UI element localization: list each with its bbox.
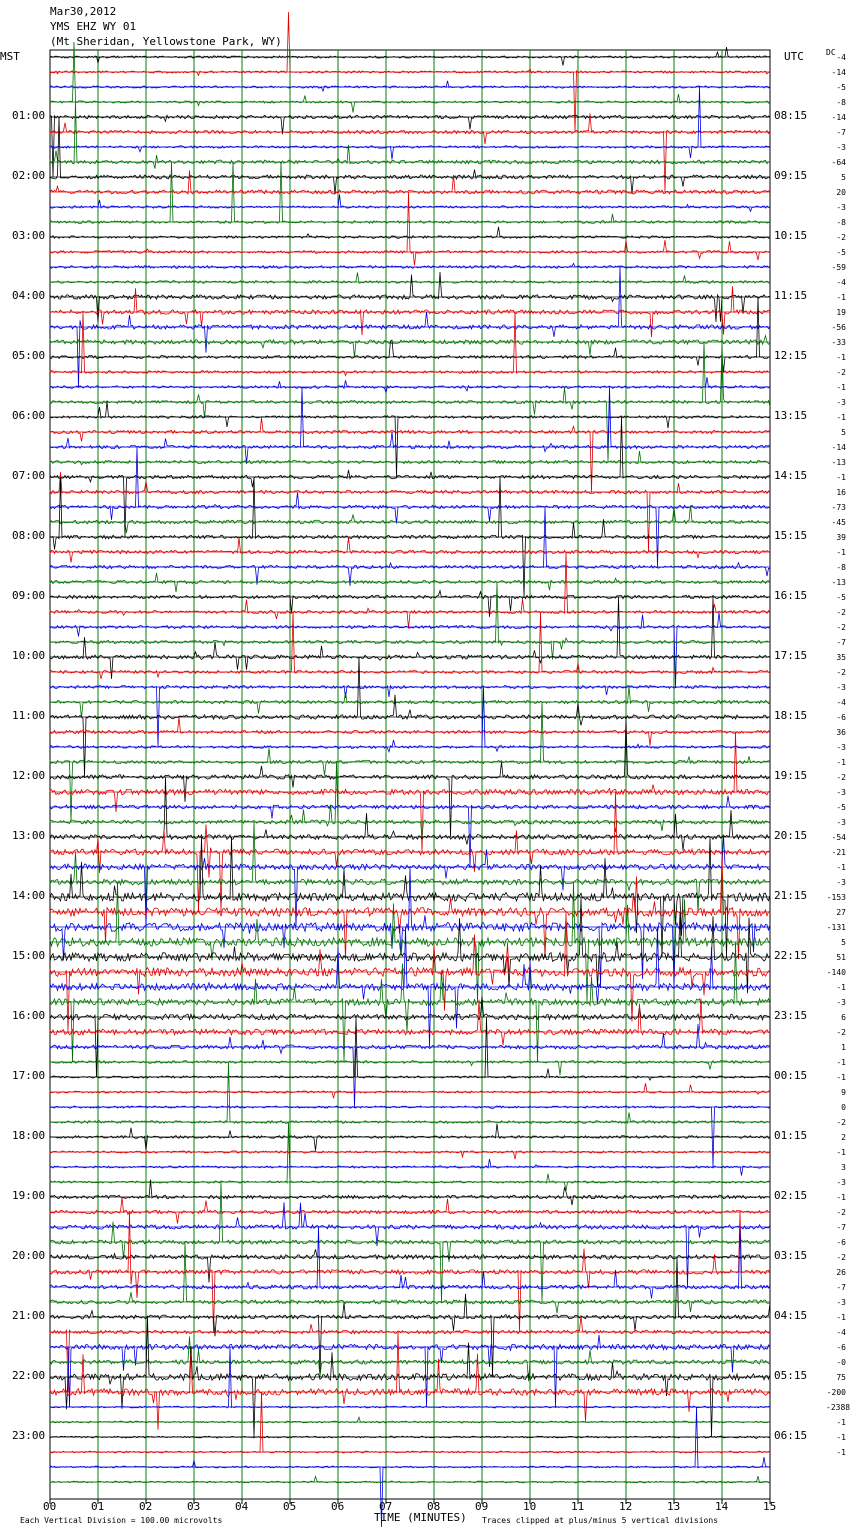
dc-offset-value: -7 bbox=[836, 638, 846, 647]
dc-offset-value: -1 bbox=[836, 413, 846, 422]
dc-offset-value: 27 bbox=[836, 908, 846, 917]
trace-row bbox=[50, 263, 770, 268]
mst-hour-label: 03:00 bbox=[12, 229, 46, 242]
mst-hour-label: 01:00 bbox=[12, 109, 46, 122]
dc-offset-value: -3 bbox=[836, 998, 846, 1007]
trace-row bbox=[50, 1347, 770, 1408]
mst-hour-label: 11:00 bbox=[12, 709, 46, 722]
trace-row bbox=[50, 1180, 770, 1205]
trace-row bbox=[50, 402, 770, 478]
dc-offset-value: -64 bbox=[831, 158, 846, 167]
utc-hour-label: 04:15 bbox=[774, 1309, 808, 1322]
utc-hour-label: 14:15 bbox=[774, 469, 808, 482]
dc-offset-value: 39 bbox=[836, 533, 846, 542]
dc-offset-value: 5 bbox=[841, 938, 846, 947]
left-axis-title: MST bbox=[0, 50, 20, 63]
trace-row bbox=[50, 312, 770, 376]
mst-hour-label: 18:00 bbox=[12, 1129, 46, 1142]
x-tick-label: 02 bbox=[139, 1500, 153, 1513]
utc-hour-label: 09:15 bbox=[774, 169, 808, 182]
dc-offset-value: -5 bbox=[836, 248, 846, 257]
trace-row bbox=[50, 1242, 770, 1313]
utc-hour-label: 17:15 bbox=[774, 649, 808, 662]
mst-hour-label: 02:00 bbox=[12, 169, 46, 182]
trace-row bbox=[50, 1061, 770, 1075]
trace-row bbox=[50, 796, 770, 867]
dc-offset-value: -1 bbox=[836, 293, 846, 302]
dc-offset-value: -1 bbox=[836, 383, 846, 392]
dc-offset-value: -3 bbox=[836, 1178, 846, 1187]
dc-offset-value: -8 bbox=[836, 218, 846, 227]
dc-offset-value: -7 bbox=[836, 1283, 846, 1292]
dc-offset-value: -3 bbox=[836, 683, 846, 692]
dc-offset-value: 5 bbox=[841, 428, 846, 437]
dc-offset-value: -14 bbox=[831, 113, 846, 122]
dc-offset-value: -2 bbox=[836, 1208, 846, 1217]
dc-offset-value: -7 bbox=[836, 128, 846, 137]
utc-hour-label: 08:15 bbox=[774, 109, 808, 122]
utc-hour-label: 23:15 bbox=[774, 1009, 808, 1022]
dc-offset-value: 1 bbox=[841, 1043, 846, 1052]
dc-offset-value: -4 bbox=[836, 278, 846, 287]
dc-offset-value: 51 bbox=[836, 953, 846, 962]
dc-offset-value: 16 bbox=[836, 488, 846, 497]
dc-offset-value: -13 bbox=[831, 578, 846, 587]
dc-offset-value: -6 bbox=[836, 1343, 846, 1352]
mst-hour-label: 22:00 bbox=[12, 1369, 46, 1382]
trace-row bbox=[50, 102, 770, 169]
mst-hour-label: 23:00 bbox=[12, 1429, 46, 1442]
dc-offset-value: -8 bbox=[836, 563, 846, 572]
plot-date: Mar30,2012 bbox=[50, 5, 117, 18]
dc-offset-value: -1 bbox=[836, 863, 846, 872]
x-tick-label: 11 bbox=[571, 1500, 585, 1513]
dc-offset-value: -2 bbox=[836, 1028, 846, 1037]
mst-hour-label: 19:00 bbox=[12, 1189, 46, 1202]
trace-row bbox=[50, 171, 770, 195]
mst-hour-label: 09:00 bbox=[12, 589, 46, 602]
dc-offset-value: -3 bbox=[836, 788, 846, 797]
trace-row bbox=[50, 192, 770, 266]
x-tick-label: 13 bbox=[667, 1500, 681, 1513]
dc-offset-value: -2 bbox=[836, 773, 846, 782]
dc-offset-value: -1 bbox=[836, 1313, 846, 1322]
mst-hour-label: 16:00 bbox=[12, 1009, 46, 1022]
dc-offset-value: -54 bbox=[831, 833, 846, 842]
dc-offset-value: -0 bbox=[836, 1358, 846, 1367]
dc-offset-value: -56 bbox=[831, 323, 846, 332]
trace-row bbox=[50, 1197, 770, 1224]
dc-offset-value: -5 bbox=[836, 83, 846, 92]
x-tick-label: 08 bbox=[427, 1500, 441, 1513]
dc-offset-value: -1 bbox=[836, 1418, 846, 1427]
trace-row bbox=[50, 451, 770, 465]
mst-hour-label: 13:00 bbox=[12, 829, 46, 842]
x-tick-label: 05 bbox=[283, 1500, 297, 1513]
dc-offset-value: -14 bbox=[831, 443, 846, 452]
trace-row bbox=[50, 472, 770, 552]
dc-offset-value: 75 bbox=[836, 1373, 846, 1382]
x-axis-label: TIME (MINUTES) bbox=[374, 1511, 467, 1524]
dc-offset-value: -153 bbox=[826, 893, 846, 902]
mst-hour-label: 12:00 bbox=[12, 769, 46, 782]
mst-hour-label: 06:00 bbox=[12, 409, 46, 422]
trace-row bbox=[50, 573, 770, 592]
x-tick-label: 00 bbox=[43, 1500, 57, 1513]
dc-offset-value: -1 bbox=[836, 1148, 846, 1157]
x-tick-label: 10 bbox=[523, 1500, 537, 1513]
dc-offset-value: -4 bbox=[836, 698, 846, 707]
trace-row bbox=[50, 582, 770, 660]
trace-row bbox=[50, 418, 770, 492]
utc-hour-label: 16:15 bbox=[774, 589, 808, 602]
dc-offset-value: -33 bbox=[831, 338, 846, 347]
dc-offset-value: -3 bbox=[836, 878, 846, 887]
trace-row bbox=[50, 996, 770, 1077]
trace-row bbox=[50, 552, 770, 628]
dc-offset-value: -1 bbox=[836, 1193, 846, 1202]
scale-note: Each Vertical Division = 100.00 microvolts bbox=[20, 1516, 223, 1525]
dc-offset-value: 9 bbox=[841, 1088, 846, 1097]
dc-offset-value: 19 bbox=[836, 308, 846, 317]
station-code: YMS EHZ WY 01 bbox=[50, 20, 137, 33]
trace-row bbox=[50, 1335, 770, 1407]
dc-offset-value: 35 bbox=[836, 653, 846, 662]
mst-hour-label: 07:00 bbox=[12, 469, 46, 482]
trace-row bbox=[50, 1336, 770, 1381]
trace-row bbox=[50, 113, 770, 192]
dc-offset-value: -2 bbox=[836, 233, 846, 242]
utc-hour-label: 01:15 bbox=[774, 1129, 808, 1142]
right-axis-title: UTC bbox=[784, 50, 804, 63]
utc-hour-label: 03:15 bbox=[774, 1249, 808, 1262]
utc-hour-label: 10:15 bbox=[774, 229, 808, 242]
mst-hour-label: 04:00 bbox=[12, 289, 46, 302]
dc-offset-value: -13 bbox=[831, 458, 846, 467]
trace-row bbox=[50, 537, 770, 562]
dc-offset-value: -1 bbox=[836, 758, 846, 767]
dc-offset-value: -8 bbox=[836, 98, 846, 107]
utc-hour-label: 20:15 bbox=[774, 829, 808, 842]
dc-offset-value: -3 bbox=[836, 743, 846, 752]
dc-column-title: DC bbox=[826, 48, 836, 57]
utc-hour-label: 22:15 bbox=[774, 949, 808, 962]
dc-offset-value: 0 bbox=[841, 1103, 846, 1112]
x-tick-label: 03 bbox=[187, 1500, 201, 1513]
dc-offset-value: -1 bbox=[836, 473, 846, 482]
trace-row bbox=[50, 87, 770, 159]
dc-offset-value: -5 bbox=[836, 593, 846, 602]
utc-hour-label: 13:15 bbox=[774, 409, 808, 422]
dc-offset-value: 2 bbox=[841, 1133, 846, 1142]
trace-row bbox=[50, 81, 770, 91]
trace-row bbox=[50, 1017, 770, 1080]
mst-hour-label: 14:00 bbox=[12, 889, 46, 902]
utc-hour-label: 18:15 bbox=[774, 709, 808, 722]
x-tick-label: 01 bbox=[91, 1500, 105, 1513]
x-tick-label: 04 bbox=[235, 1500, 249, 1513]
dc-offset-value: -131 bbox=[826, 923, 846, 932]
trace-row bbox=[50, 505, 770, 533]
trace-row bbox=[50, 507, 770, 586]
trace-row bbox=[50, 117, 770, 194]
dc-offset-value: 20 bbox=[836, 188, 846, 197]
dc-offset-value: -45 bbox=[831, 518, 846, 527]
trace-row bbox=[50, 612, 770, 679]
dc-offset-value: -59 bbox=[831, 263, 846, 272]
clip-note: Traces clipped at plus/minus 5 vertical divisions bbox=[482, 1516, 719, 1525]
utc-hour-label: 06:15 bbox=[774, 1429, 808, 1442]
dc-offset-value: 5 bbox=[841, 173, 846, 182]
dc-offset-value: -21 bbox=[831, 848, 846, 857]
dc-offset-value: -6 bbox=[836, 1238, 846, 1247]
dc-offset-value: -4 bbox=[836, 53, 846, 62]
x-tick-label: 06 bbox=[331, 1500, 345, 1513]
station-location: (Mt Sheridan, Yellowstone Park, WY) bbox=[50, 35, 282, 48]
trace-row bbox=[50, 1227, 770, 1299]
trace-row bbox=[50, 597, 770, 679]
x-tick-label: 15 bbox=[763, 1500, 777, 1513]
dc-offset-value: -3 bbox=[836, 398, 846, 407]
dc-offset-value: -1 bbox=[836, 1448, 846, 1457]
mst-hour-label: 21:00 bbox=[12, 1309, 46, 1322]
trace-row bbox=[50, 1083, 770, 1097]
dc-offset-value: -3 bbox=[836, 203, 846, 212]
dc-offset-value: -14 bbox=[831, 68, 846, 77]
x-tick-label: 09 bbox=[475, 1500, 489, 1513]
trace-row bbox=[50, 1249, 770, 1282]
mst-hour-label: 05:00 bbox=[12, 349, 46, 362]
dc-offset-value: -6 bbox=[836, 713, 846, 722]
utc-hour-label: 19:15 bbox=[774, 769, 808, 782]
utc-hour-label: 21:15 bbox=[774, 889, 808, 902]
utc-hour-label: 15:15 bbox=[774, 529, 808, 542]
dc-offset-value: -1 bbox=[836, 1433, 846, 1442]
trace-row bbox=[50, 762, 770, 836]
dc-offset-value: -2 bbox=[836, 623, 846, 632]
trace-row bbox=[50, 1024, 770, 1107]
dc-offset-value: 6 bbox=[841, 1013, 846, 1022]
dc-offset-value: -2 bbox=[836, 368, 846, 377]
dc-offset-value: -2 bbox=[836, 1253, 846, 1262]
dc-offset-value: -140 bbox=[826, 968, 846, 977]
mst-hour-label: 15:00 bbox=[12, 949, 46, 962]
mst-hour-label: 17:00 bbox=[12, 1069, 46, 1082]
dc-offset-value: 36 bbox=[836, 728, 846, 737]
x-tick-label: 14 bbox=[715, 1500, 729, 1513]
trace-row bbox=[50, 387, 770, 464]
utc-hour-label: 02:15 bbox=[774, 1189, 808, 1202]
trace-row bbox=[50, 297, 770, 372]
dc-offset-value: -4 bbox=[836, 1328, 846, 1337]
dc-offset-value: -3 bbox=[836, 143, 846, 152]
dc-offset-value: -3 bbox=[836, 818, 846, 827]
trace-row bbox=[50, 336, 770, 358]
dc-offset-value: -1 bbox=[836, 1073, 846, 1082]
mst-hour-label: 20:00 bbox=[12, 1249, 46, 1262]
dc-offset-value: -2388 bbox=[826, 1403, 850, 1412]
dc-offset-value: 3 bbox=[841, 1163, 846, 1172]
dc-offset-value: -200 bbox=[826, 1388, 846, 1397]
dc-offset-value: -1 bbox=[836, 983, 846, 992]
dc-offset-value: -2 bbox=[836, 1118, 846, 1127]
utc-hour-label: 12:15 bbox=[774, 349, 808, 362]
x-tick-label: 07 bbox=[379, 1500, 393, 1513]
dc-offset-value: -2 bbox=[836, 668, 846, 677]
utc-hour-label: 05:15 bbox=[774, 1369, 808, 1382]
utc-hour-label: 11:15 bbox=[774, 289, 808, 302]
dc-offset-value: 26 bbox=[836, 1268, 846, 1277]
trace-row bbox=[50, 1122, 770, 1191]
dc-offset-value: -3 bbox=[836, 1298, 846, 1307]
utc-hour-label: 00:15 bbox=[774, 1069, 808, 1082]
dc-offset-value: -5 bbox=[836, 803, 846, 812]
x-tick-label: 12 bbox=[619, 1500, 633, 1513]
dc-offset-value: -73 bbox=[831, 503, 846, 512]
trace-row bbox=[50, 1315, 770, 1392]
trace-row bbox=[50, 377, 770, 393]
dc-offset-value: -1 bbox=[836, 548, 846, 557]
trace-row bbox=[50, 194, 770, 211]
trace-row bbox=[50, 777, 770, 851]
dc-offset-value: -1 bbox=[836, 1058, 846, 1067]
dc-offset-value: -2 bbox=[836, 608, 846, 617]
dc-offset-value: -1 bbox=[836, 353, 846, 362]
mst-hour-label: 10:00 bbox=[12, 649, 46, 662]
mst-hour-label: 08:00 bbox=[12, 529, 46, 542]
dc-offset-value: -7 bbox=[836, 1223, 846, 1232]
